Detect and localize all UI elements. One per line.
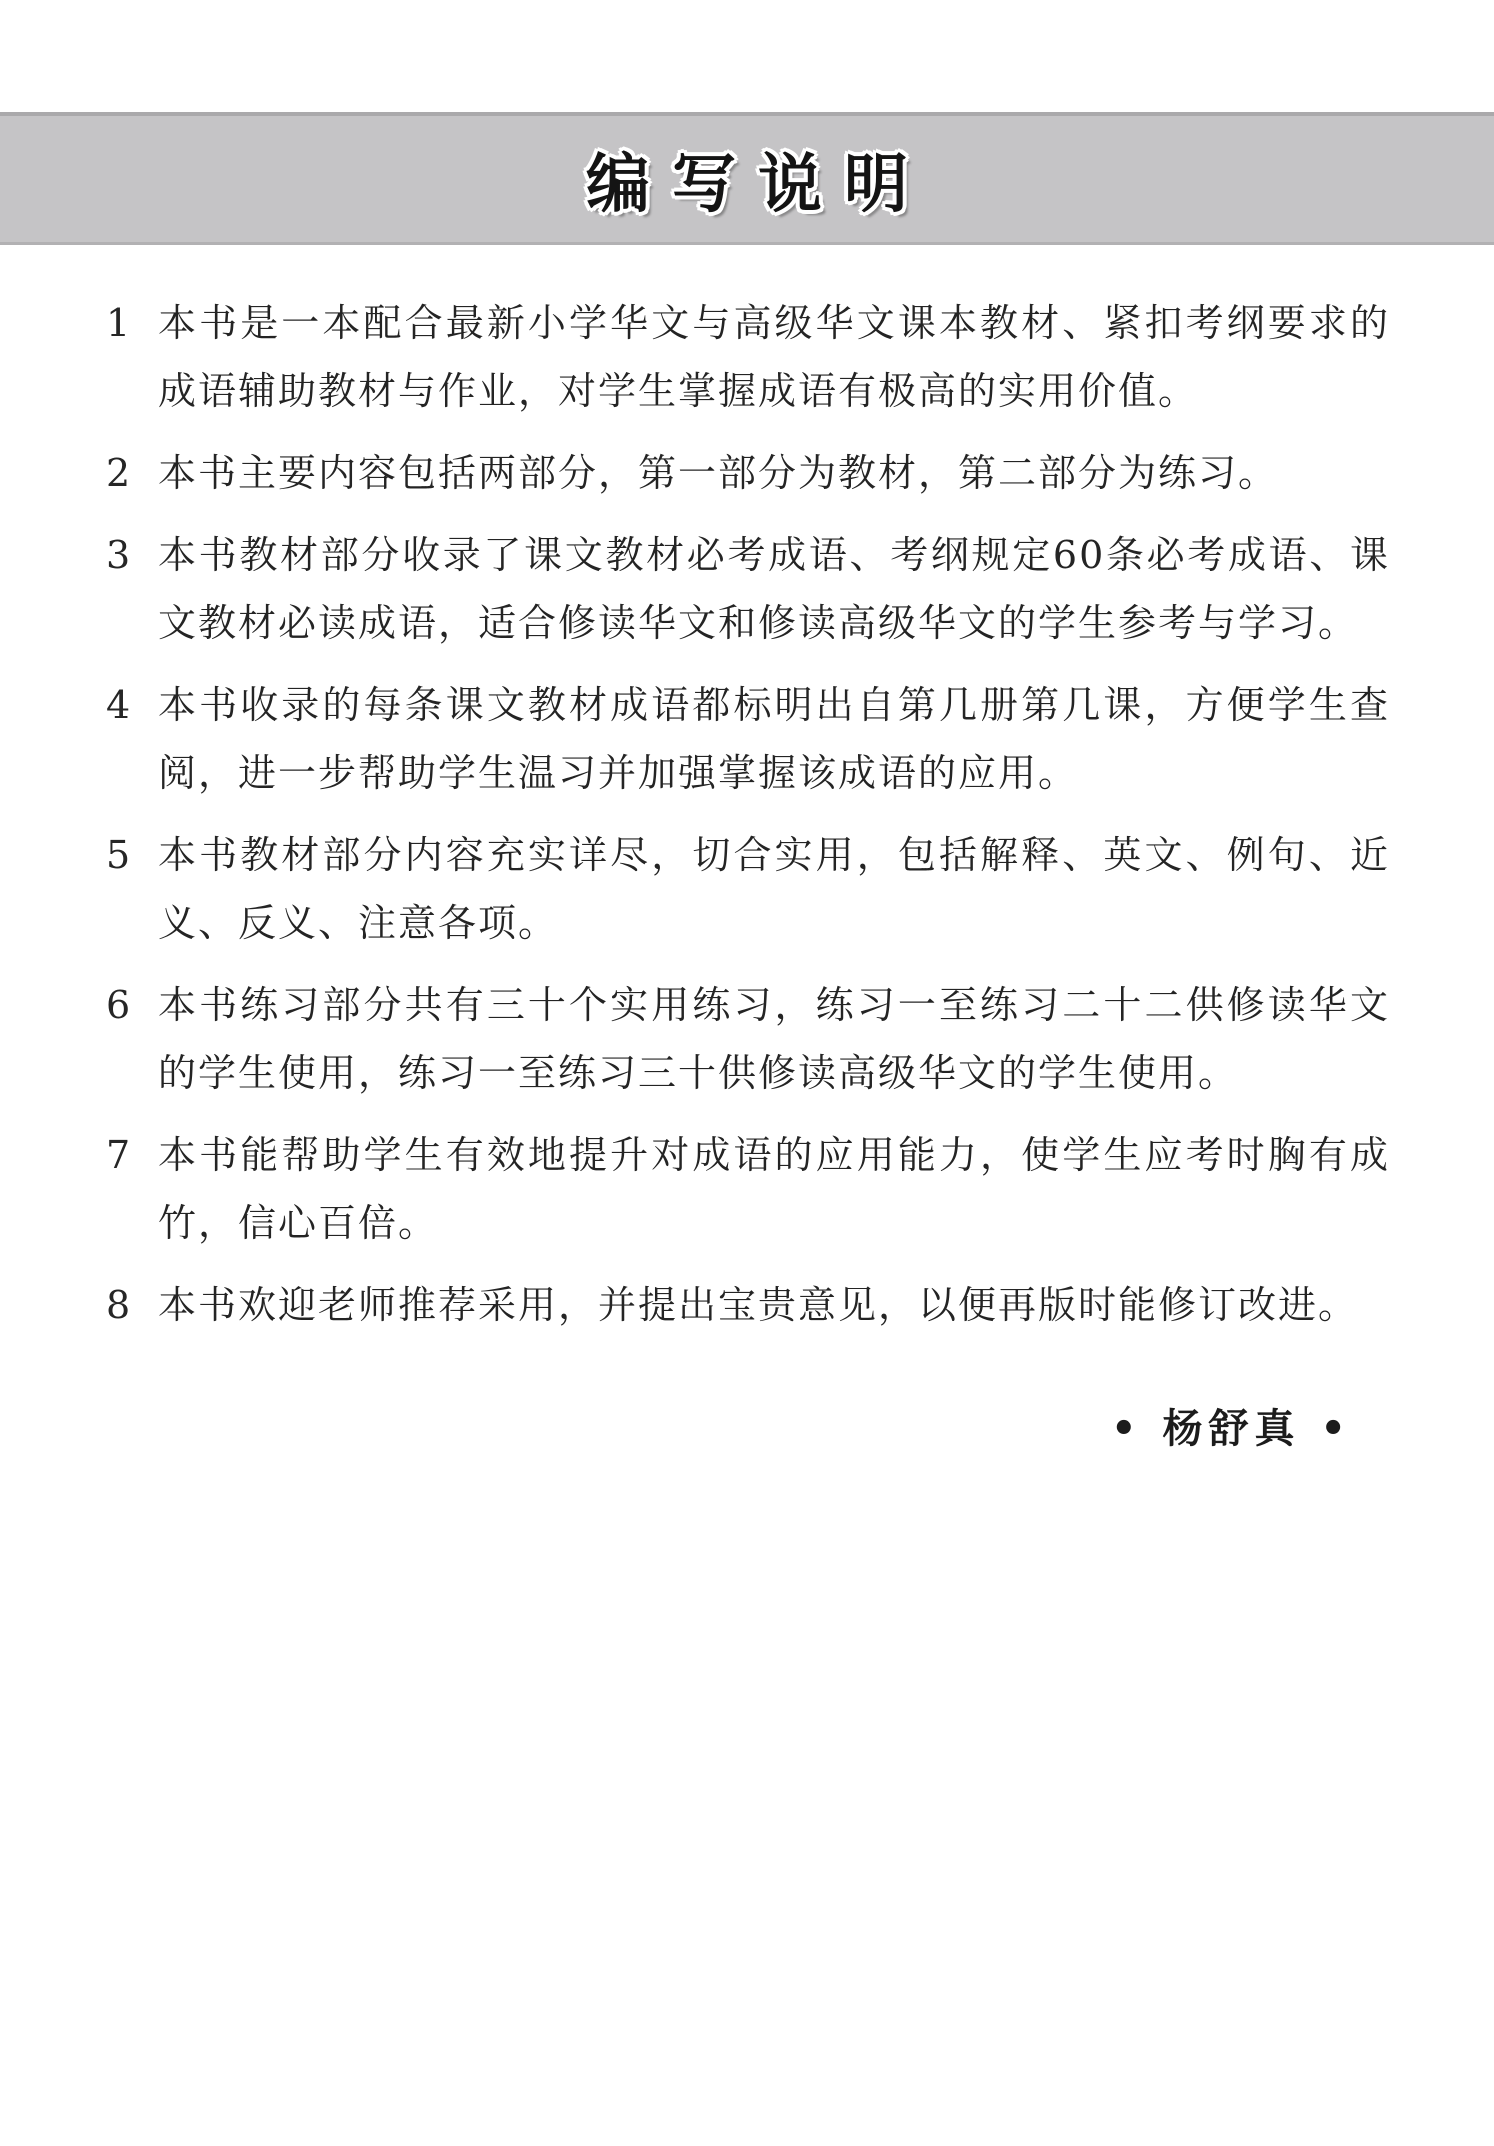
note-item-4 [106,671,1390,807]
note-text: 本书收录的每条课文教材成语都标明出自第几册第几课，方便学生查阅，进一步帮助学生温习并加强掌握该成语的应用。 [158,683,1390,795]
notes-list [0,245,1494,1339]
note-text: 本书教材部分收录了课文教材必考成语、考纲规定60条必考成语、课文教材必读成语，适合修读华文和修读高级华文的学生参考与学习。 [158,533,1390,645]
note-item-1 [106,289,1390,425]
signature-row [0,1397,1494,1454]
note-item-5 [106,821,1390,957]
note-text: 本书练习部分共有三十个实用练习，练习一至练习二十二供修读华文的学生使用，练习一至练习三十供修读高级华文的学生使用。 [158,983,1390,1095]
note-text: 本书教材部分内容充实详尽，切合实用，包括解释、英文、例句、近义、反义、注意各项。 [158,833,1390,945]
note-text: 本书能帮助学生有效地提升对成语的应用能力，使学生应考时胸有成竹，信心百倍。 [158,1133,1390,1245]
author-signature: • 杨舒真 • [1111,1406,1352,1452]
note-number: 2 [106,451,131,495]
note-item-8 [106,1271,1390,1339]
page-title: 编写说明 [586,148,930,222]
note-number: 1 [106,301,131,345]
note-number: 8 [106,1283,131,1327]
title-band [0,112,1494,245]
note-text: 本书欢迎老师推荐采用，并提出宝贵意见，以便再版时能修订改进。 [158,1283,1359,1327]
note-item-7 [106,1121,1390,1257]
note-number: 6 [106,983,131,1027]
note-item-6 [106,971,1390,1107]
note-number: 7 [106,1133,131,1177]
note-text: 本书是一本配合最新小学华文与高级华文课本教材、紧扣考纲要求的成语辅助教材与作业，对学生掌握成语有极高的实用价值。 [158,301,1390,413]
note-item-3 [106,521,1390,657]
note-text: 本书主要内容包括两部分，第一部分为教材，第二部分为练习。 [158,451,1279,495]
note-number: 3 [106,533,131,577]
note-number: 5 [106,833,131,877]
note-item-2 [106,439,1390,507]
note-number: 4 [106,683,131,727]
